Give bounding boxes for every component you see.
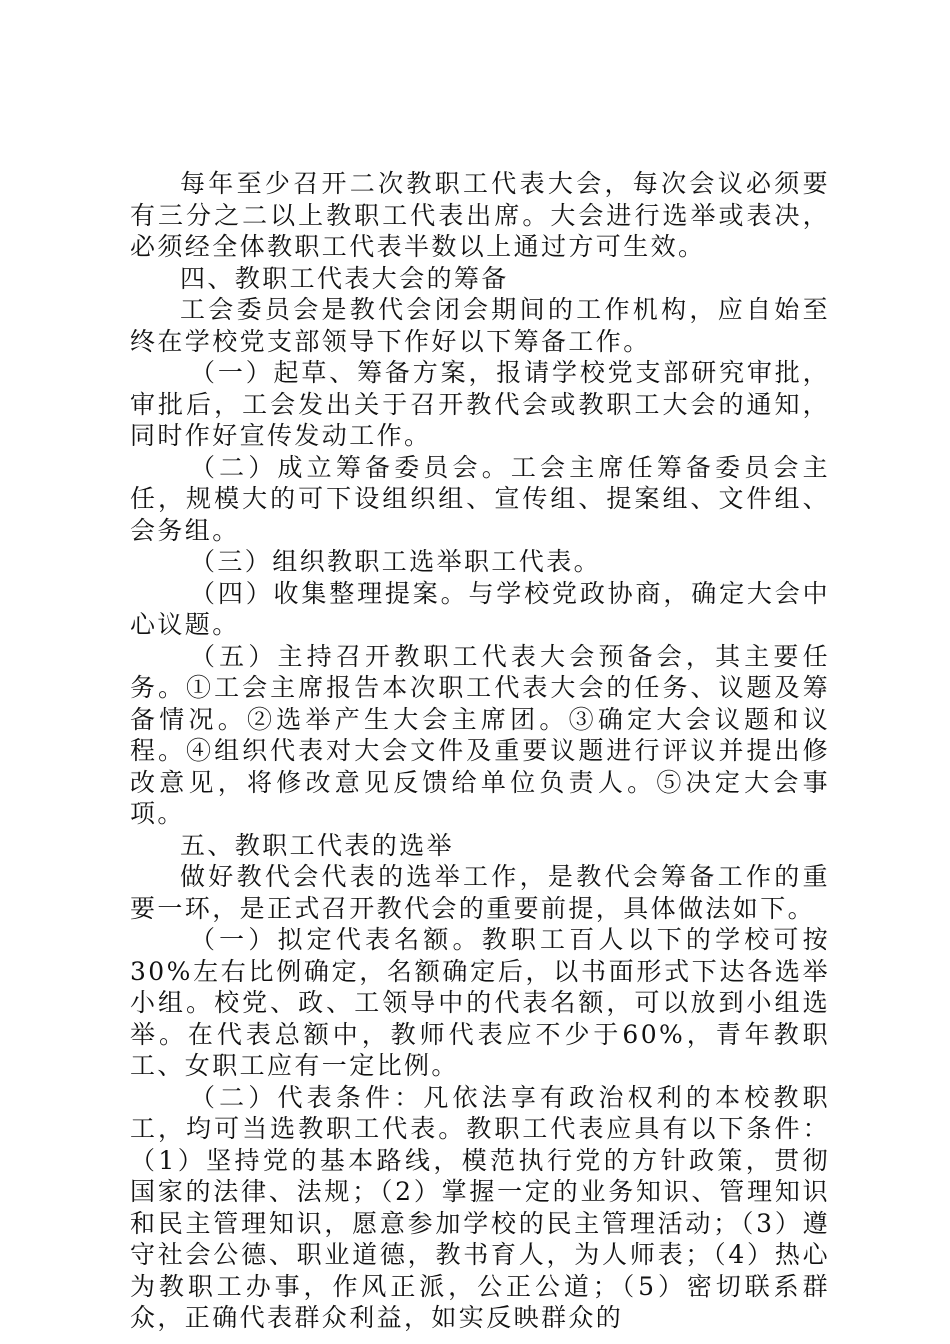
section-heading-preparation: 四、教职工代表大会的筹备 <box>180 263 509 293</box>
list-item-quota: （一）拟定代表名额。教职工百人以下的学校可按30%左右比例确定，名额确定后，以书面形式下达各选举小组。校党、政、工领导中的代表名额，可以放到小组选举。在代表总额中，教师代表应不少于60%，青年教职工、女职工应有一定比例。 <box>130 925 830 1080</box>
list-item-preparatory-committee: （二）成立筹备委员会。工会主席任筹备委员会主任，规模大的可下设组织组、宣传组、提案组、文件组、会务组。 <box>130 452 830 545</box>
list-item-qualifications: （二）代表条件：凡依法享有政治权利的本校教职工，均可当选教职工代表。教职工代表应具有以下条件：（1）坚持党的基本路线，模范执行党的方针政策，贯彻国家的法律、法规；（2）掌握一定的业务知识、管理知识和民主管理知识，愿意参加学校的民主管理活动；（3）遵守社会公德、职业道德，教书育人，为人师表；（4）热心为教职工办事，作风正派，公正公道；（5）密切联系群众，正确代表群众利益，如实反映群众的 <box>130 1082 830 1332</box>
document-body <box>130 168 830 1334</box>
list-item-drafting-plan: （一）起草、筹备方案，报请学校党支部研究审批，审批后，工会发出关于召开教代会或教职工大会的通知，同时作好宣传发动工作。 <box>130 358 830 450</box>
section-heading-election: 五、教职工代表的选举 <box>180 830 455 860</box>
paragraph-election-intro: 做好教代会代表的选举工作，是教代会筹备工作的重要一环，是正式召开教代会的重要前提，具体做法如下。 <box>130 862 830 923</box>
paragraph-meeting-frequency: 每年至少召开二次教职工代表大会，每次会议必须要有三分之二以上教职工代表出席。大会进行选举或表决，必须经全体教职工代表半数以上通过方可生效。 <box>130 169 830 261</box>
paragraph-union-committee: 工会委员会是教代会闭会期间的工作机构，应自始至终在学校党支部领导下作好以下筹备工作。 <box>130 295 830 356</box>
list-item-collect-proposals: （四）收集整理提案。与学校党政协商，确定大会中心议题。 <box>130 578 830 639</box>
list-item-elect-representatives: （三）组织教职工选举职工代表。 <box>190 547 602 576</box>
list-item-preparatory-meeting: （五）主持召开教职工代表大会预备会，其主要任务。①工会主席报告本次职工代表大会的任务、议题及筹备情况。②选举产生大会主席团。③确定大会议题和议程。④组织代表对大会文件及重要议题进行评议并提出修改意见，将修改意见反馈给单位负责人。⑤决定大会事项。 <box>130 641 830 828</box>
